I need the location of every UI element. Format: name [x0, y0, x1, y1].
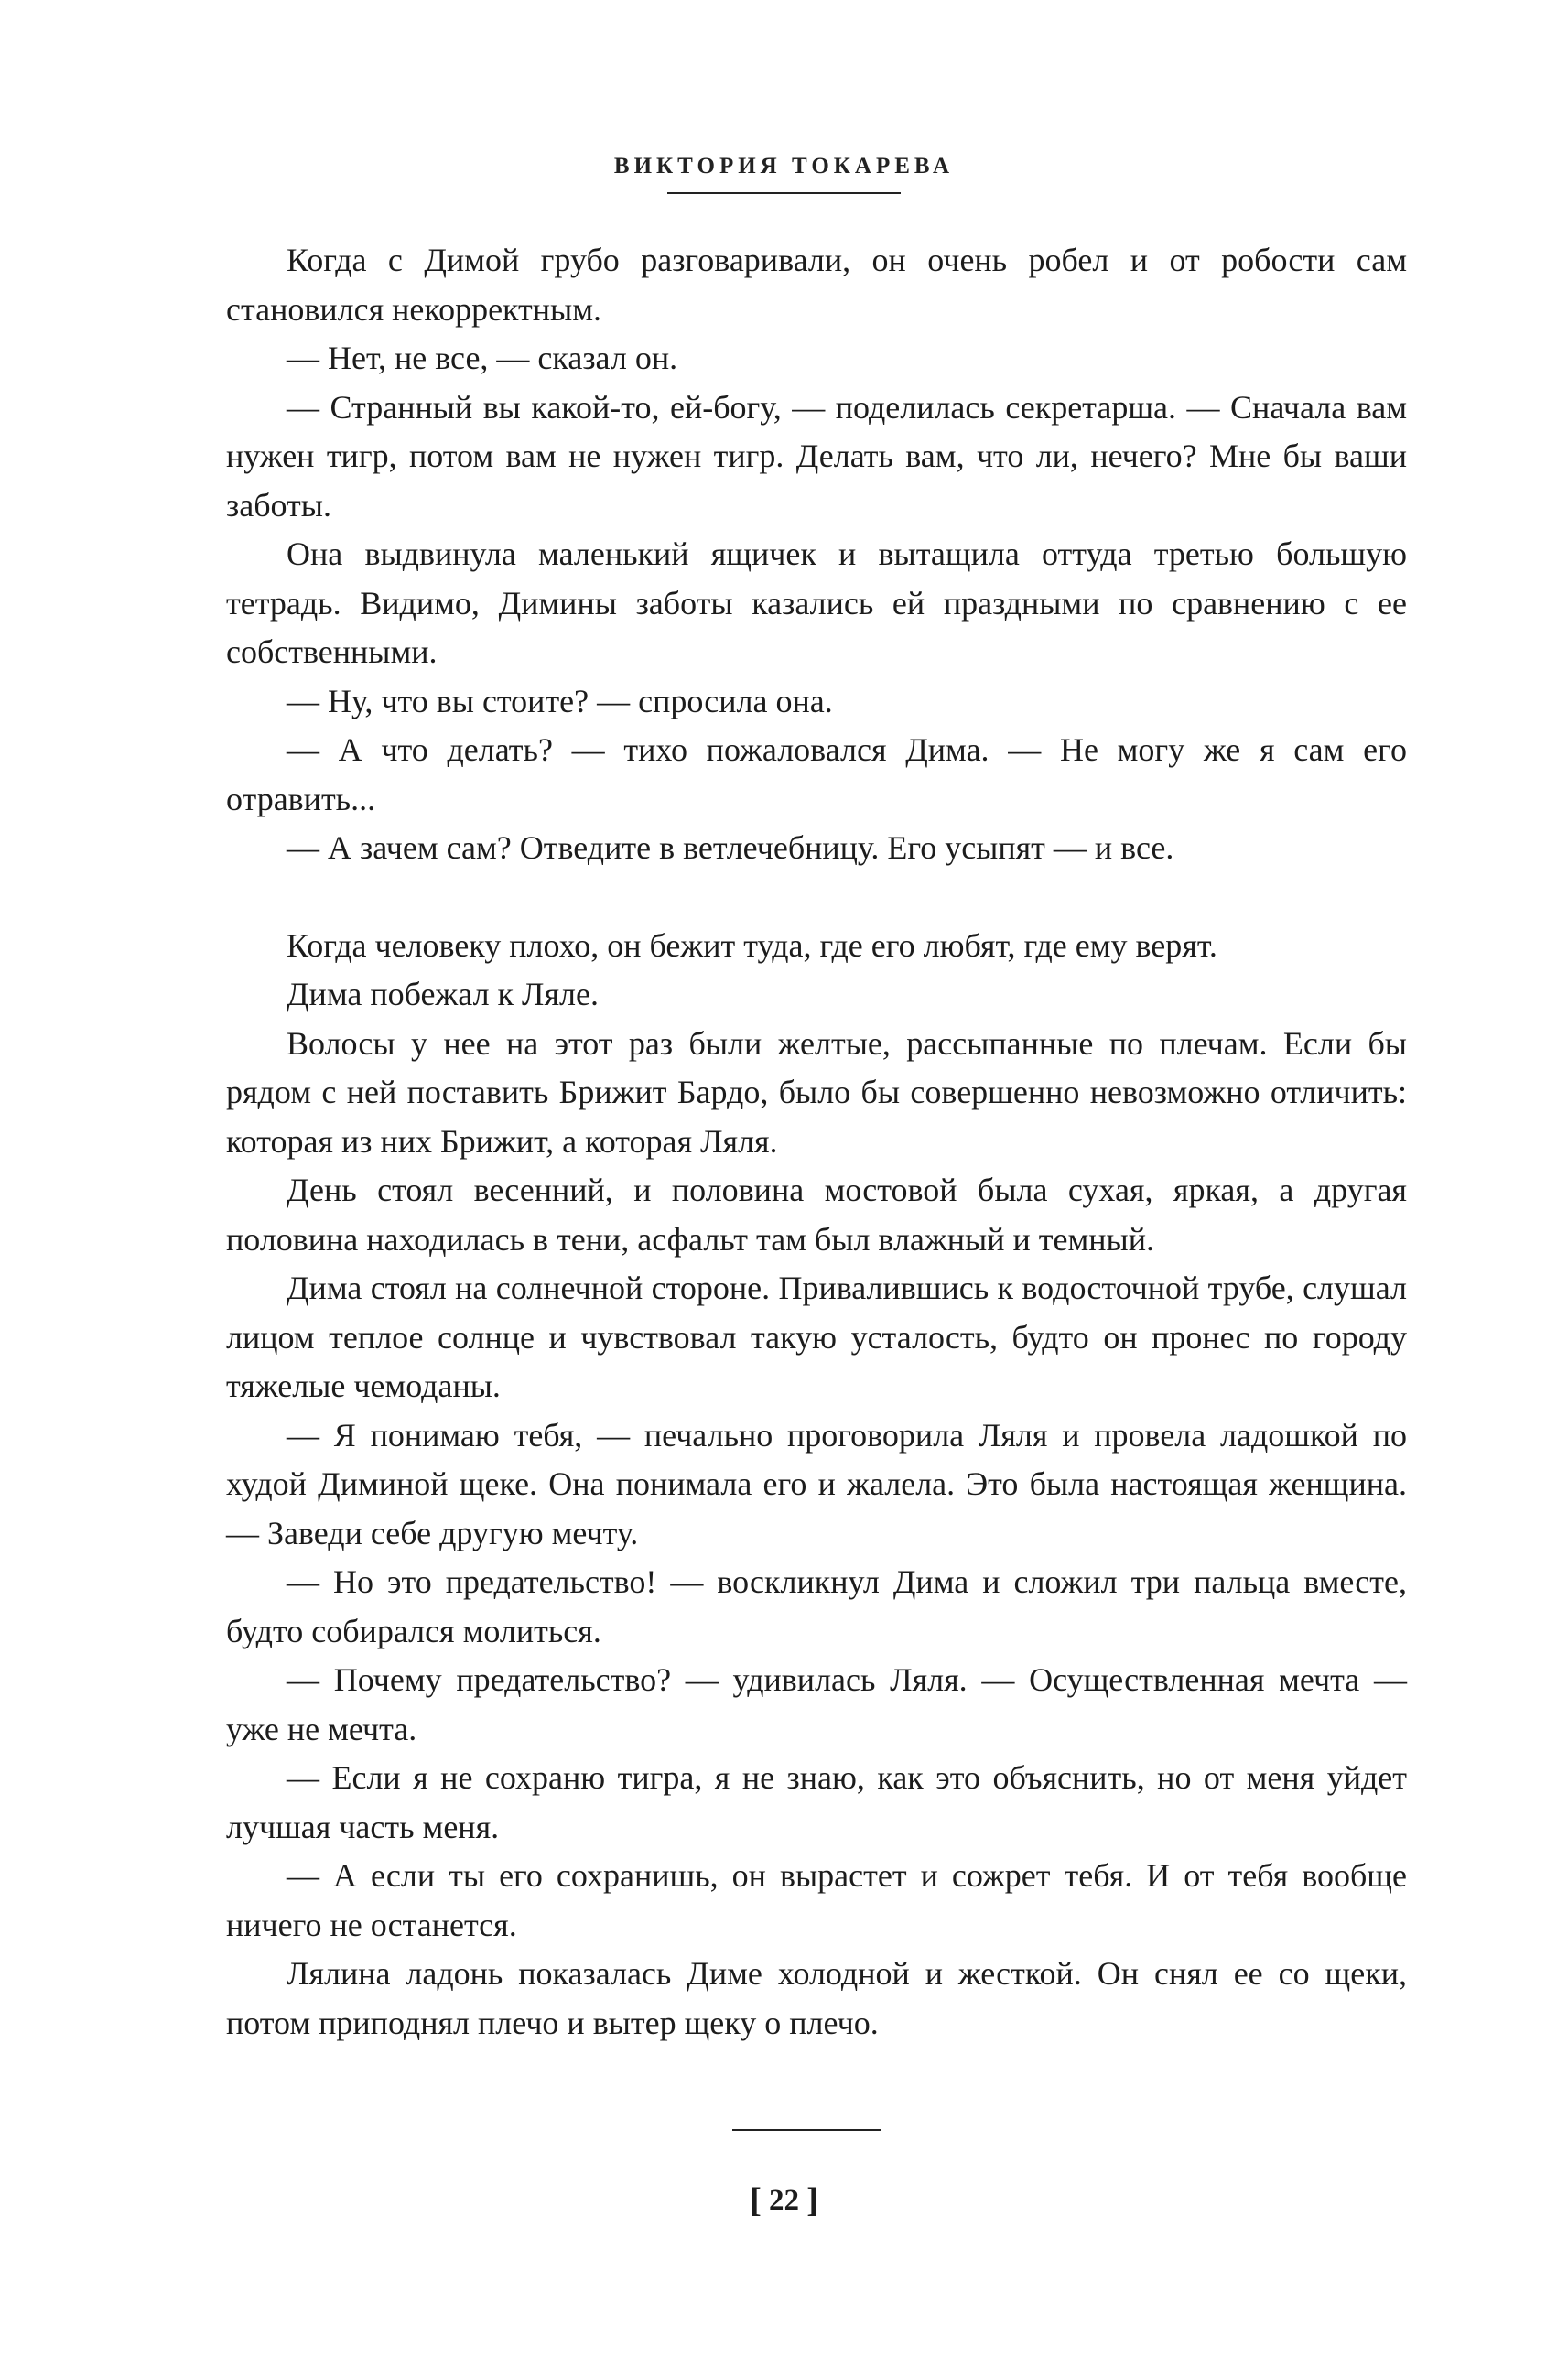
body-text	[226, 236, 1407, 2048]
paragraph: — Странный вы какой-то, ей-богу, — поделилась секретарша. — Сначала вам нужен тигр, потом вам не нужен тигр. Делать вам, что ли, нечего? Мне бы ваши заботы.	[226, 388, 1407, 524]
paragraph: — Я понимаю тебя, — печально проговорила Ляля и провела ладошкой по худой Диминой щеке. Она понимала его и жалела. Это была настоящая женщина. — Заведи себе другую мечту.	[226, 1416, 1407, 1551]
paragraph: — А зачем сам? Отведите в ветлечебницу. Его усыпят — и все.	[287, 829, 1174, 866]
section-break	[226, 873, 1407, 922]
page-number-value: 22	[769, 2184, 799, 2217]
paragraph: — А что делать? — тихо пожаловался Дима. — Не могу же я сам его отравить...	[226, 731, 1407, 817]
paragraph: — Ну, что вы стоите? — спросила она.	[287, 682, 833, 719]
paragraph: Когда человеку плохо, он бежит туда, где его любят, где ему верят.	[287, 926, 1217, 964]
paragraph: — Почему предательство? — удивилась Ляля. — Осуществленная мечта — уже не мечта.	[226, 1661, 1407, 1747]
running-header	[0, 154, 1568, 194]
paragraph: — Если я не сохраню тигра, я не знаю, как это объяснить, но от меня уйдет лучшая часть меня.	[226, 1759, 1407, 1845]
paragraph: Дима стоял на солнечной стороне. Привалившись к водосточной трубе, слушал лицом теплое солнце и чувствовал такую усталость, будто он пронес по городу тяжелые чемоданы.	[226, 1270, 1407, 1404]
paragraph: — Нет, не все, — сказал он.	[287, 340, 678, 376]
footer-rule	[732, 2129, 881, 2131]
paragraph: — Но это предательство! — воскликнул Дима и сложил три пальца вместе, будто собирался молиться.	[226, 1563, 1407, 1649]
folio-bracket-right: ]	[806, 2181, 818, 2220]
page-number	[0, 2180, 1568, 2221]
header-rule	[667, 192, 901, 194]
paragraph: Она выдвинула маленький ящичек и вытащила оттуда третью большую тетрадь. Видимо, Димины заботы казались ей праздными по сравнению с ее собственными.	[226, 535, 1407, 670]
paragraph: Волосы у нее на этот раз были желтые, рассыпанные по плечам. Если бы рядом с ней поставить Брижит Бардо, было бы совершенно невозможно отличить: которая из них Брижит, а которая Ляля.	[226, 1024, 1407, 1160]
running-title: ВИКТОРИЯ ТОКАРЕВА	[613, 154, 955, 178]
paragraph: — А если ты его сохранишь, он вырастет и сожрет тебя. И от тебя вообще ничего не останется.	[226, 1857, 1407, 1943]
paragraph: Когда с Димой грубо разговаривали, он очень робел и от робости сам становился некорректным.	[226, 242, 1407, 328]
paragraph: Лялина ладонь показалась Диме холодной и жесткой. Он снял ее со щеки, потом приподнял плечо и вытер щеку о плечо.	[226, 1955, 1407, 2041]
paragraph: День стоял весенний, и половина мостовой была сухая, яркая, а другая половина находилась в тени, асфальт там был влажный и темный.	[226, 1172, 1407, 1258]
folio-bracket-left: [	[750, 2181, 762, 2220]
paragraph: Дима побежал к Ляле.	[287, 976, 599, 1012]
